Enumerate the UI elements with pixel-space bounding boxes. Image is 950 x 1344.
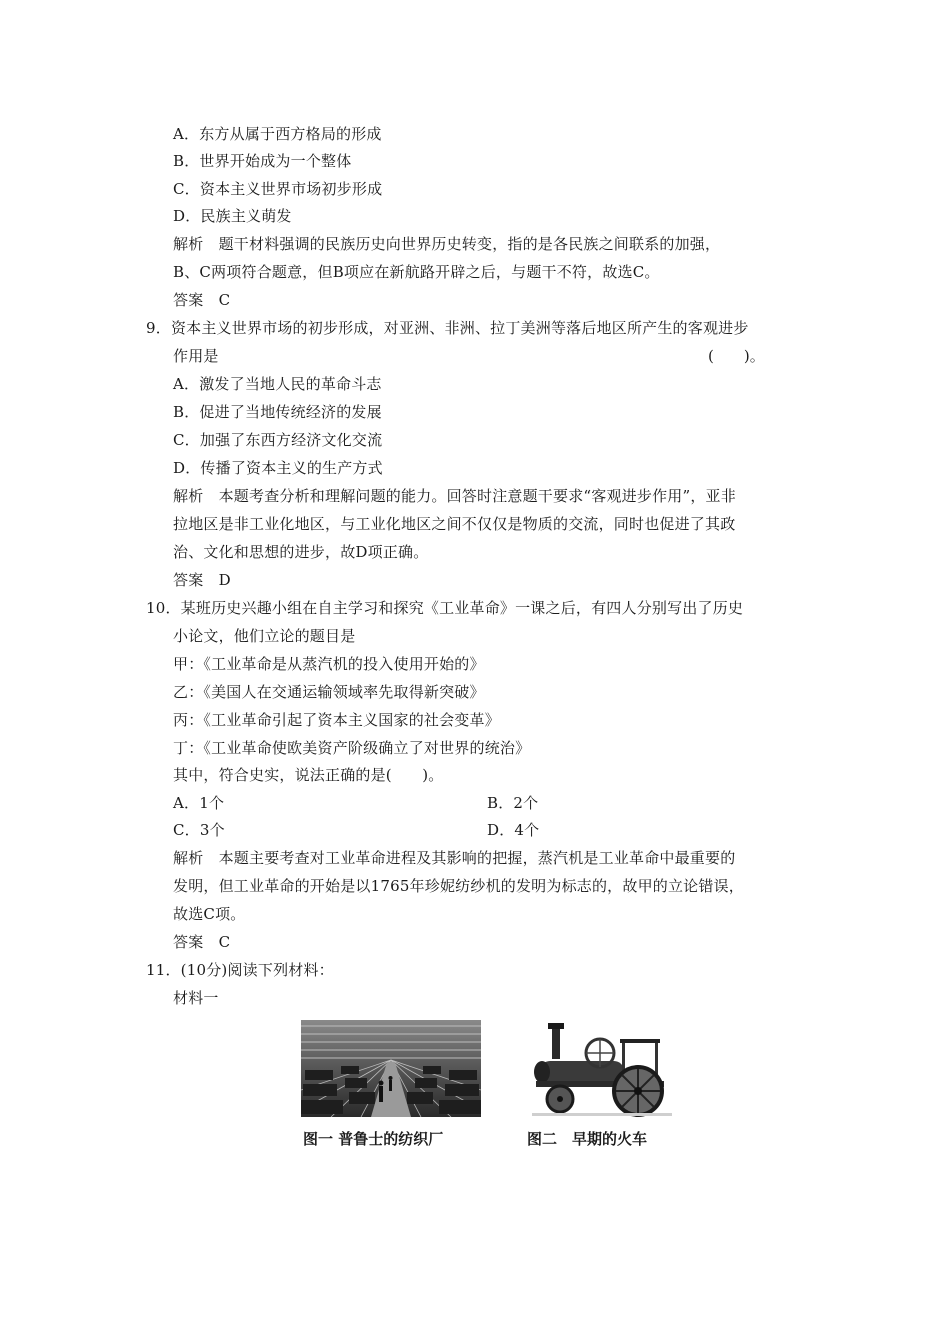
q10-question: 其中，符合史实，说法正确的是( )。	[173, 766, 444, 784]
q10-item-jia: 甲：《工业革命是从蒸汽机的投入使用开始的》	[173, 655, 485, 673]
q10-analysis-line: 故选C项。	[173, 905, 246, 923]
q10-item-ding: 丁：《工业革命使欧美资产阶级确立了对世界的统治》	[173, 739, 531, 757]
q10-answer: 答案 C	[173, 933, 231, 951]
q9-answer: 答案 D	[173, 571, 231, 589]
q11-stem: 11．(10分)阅读下列材料：	[146, 961, 334, 979]
q10-item-bing: 丙：《工业革命引起了资本主义国家的社会变革》	[173, 711, 500, 729]
q9-option-a: A．激发了当地人民的革命斗志	[173, 375, 382, 393]
q10-item-yi: 乙：《美国人在交通运输领域率先取得新突破》	[173, 683, 485, 701]
early-locomotive-image	[522, 1019, 676, 1118]
q8-analysis-line: 解析 题干材料强调的民族历史向世界历史转变，指的是各民族之间联系的加强，	[173, 235, 721, 253]
q10-option-d: D．4个	[487, 821, 540, 839]
q9-option-b: B．促进了当地传统经济的发展	[173, 403, 382, 421]
q9-analysis-line: 解析 本题考查分析和理解问题的能力。回答时注意题干要求“客观进步作用”，亚非	[173, 487, 736, 505]
q8-answer: 答案 C	[173, 291, 231, 309]
q10-option-c: C．3个	[173, 821, 225, 839]
q10-option-b: B．2个	[487, 794, 539, 812]
q9-analysis-line: 拉地区是非工业化地区，与工业化地区之间不仅仅是物质的交流，同时也促进了其政	[173, 515, 736, 533]
q8-option-d: D．民族主义萌发	[173, 207, 292, 225]
figure-2-caption: 图二 早期的火车	[527, 1130, 648, 1148]
q8-option-a: A．东方从属于西方格局的形成	[173, 125, 382, 143]
q9-option-c: C．加强了东西方经济文化交流	[173, 431, 383, 449]
q9-stem-cont: 作用是	[173, 347, 219, 365]
q9-analysis-line: 治、文化和思想的进步，故D项正确。	[173, 543, 429, 561]
q9-option-d: D．传播了资本主义的生产方式	[173, 459, 383, 477]
figure-1-caption: 图一 普鲁士的纺织厂	[303, 1130, 444, 1148]
q8-analysis-line: B、C两项符合题意，但B项应在新航路开辟之后，与题干不符，故选C。	[173, 263, 660, 281]
q10-analysis-line: 发明，但工业革命的开始是以1765年珍妮纺纱机的发明为标志的，故甲的立论错误，	[173, 877, 744, 895]
q10-stem: 10．某班历史兴趣小组在自主学习和探究《工业革命》一课之后，有四人分别写出了历史	[146, 599, 744, 617]
q8-option-b: B．世界开始成为一个整体	[173, 152, 352, 170]
q11-material-label: 材料一	[173, 989, 219, 1007]
q9-answer-blank: ( )。	[708, 347, 765, 365]
q10-stem-cont: 小论文，他们立论的题目是	[173, 627, 356, 645]
q8-option-c: C．资本主义世界市场初步形成	[173, 180, 383, 198]
q10-option-a: A．1个	[173, 794, 225, 812]
q10-analysis-line: 解析 本题主要考查对工业革命进程及其影响的把握，蒸汽机是工业革命中最重要的	[173, 849, 736, 867]
textile-factory-image	[301, 1020, 481, 1117]
q9-stem: 9．资本主义世界市场的初步形成，对亚洲、非洲、拉丁美洲等落后地区所产生的客观进步	[146, 319, 749, 337]
